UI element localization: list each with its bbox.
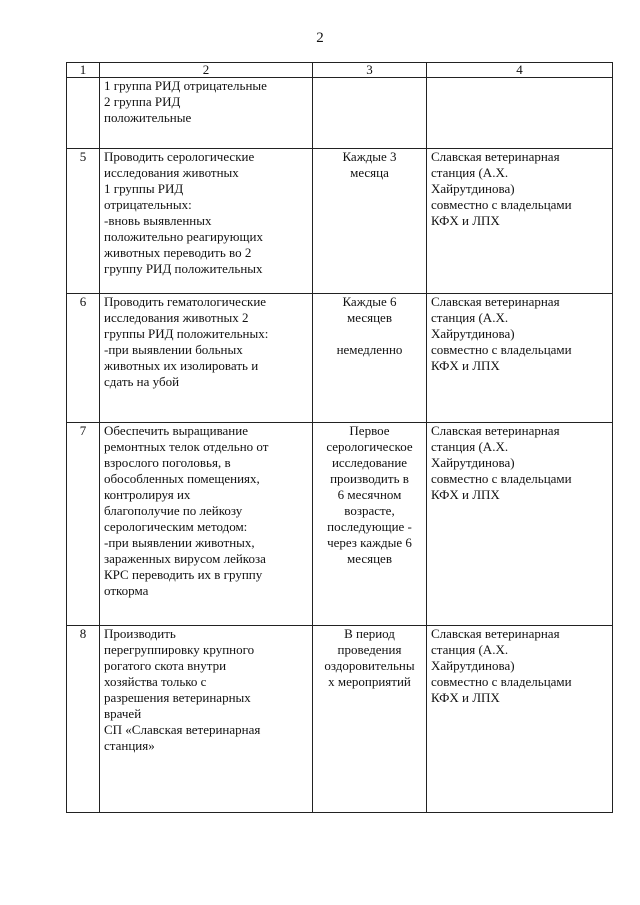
- timing-line: исследование: [331, 455, 408, 470]
- responsible-line: Славская ветеринарная: [431, 626, 560, 641]
- responsible-line: Славская ветеринарная: [431, 423, 560, 438]
- action-line: СП «Славская ветеринарная: [104, 722, 261, 737]
- responsible-cell: [427, 626, 613, 813]
- responsible-line: станция (А.Х.: [431, 439, 509, 454]
- table-row: [67, 294, 613, 423]
- timing-line: 6 месячном: [337, 487, 402, 502]
- row-number: 5: [67, 149, 100, 294]
- action-line: ремонтных телок отдельно от: [104, 439, 269, 454]
- timing-line: оздоровительны: [324, 658, 415, 673]
- timing-cell: [313, 423, 427, 626]
- action-line: животных их изолировать и: [104, 358, 259, 373]
- action-line: рогатого скота внутри: [104, 658, 227, 673]
- action-cell: [100, 294, 313, 423]
- responsible-line: совместно с владельцами: [431, 471, 572, 486]
- header-cell-3: 3: [313, 63, 427, 78]
- page-number: 2: [316, 30, 324, 46]
- action-line: зараженных вирусом лейкоза: [104, 551, 266, 566]
- responsible-line: Хайрутдинова): [431, 181, 515, 196]
- action-line: откорма: [104, 583, 149, 598]
- action-line: -вновь выявленных: [104, 213, 212, 228]
- row-number: 6: [67, 294, 100, 423]
- timing-cell: [313, 149, 427, 294]
- responsible-line: станция (А.Х.: [431, 165, 509, 180]
- action-cell: [100, 78, 313, 149]
- timing-line: Первое: [349, 423, 390, 438]
- action-line: группы РИД положительных:: [104, 326, 269, 341]
- timing-line: серологическое: [326, 439, 413, 454]
- action-line: -при выявлении больных: [104, 342, 243, 357]
- responsible-line: совместно с владельцами: [431, 674, 572, 689]
- table-row: [67, 626, 613, 813]
- action-line: КРС переводить их в группу: [104, 567, 263, 582]
- responsible-line: совместно с владельцами: [431, 197, 572, 212]
- measures-table: [66, 62, 613, 813]
- timing-line: производить в: [330, 471, 409, 486]
- action-line: контролируя их: [104, 487, 191, 502]
- timing-line: немедленно: [336, 342, 403, 357]
- action-line: врачей: [104, 706, 142, 721]
- timing-cell: [313, 626, 427, 813]
- action-line: исследования животных: [104, 165, 239, 180]
- header-cell-2: 2: [100, 63, 313, 78]
- timing-line: месяцев: [347, 310, 392, 325]
- timing-cell: [313, 78, 427, 149]
- action-line: Производить: [104, 626, 176, 641]
- responsible-cell: [427, 149, 613, 294]
- timing-line: [317, 326, 422, 342]
- action-line: взрослого поголовья, в: [104, 455, 231, 470]
- action-line: положительно реагирующих: [104, 229, 263, 244]
- responsible-cell: [427, 423, 613, 626]
- responsible-line: КФХ и ЛПХ: [431, 487, 500, 502]
- timing-line: возрасте,: [344, 503, 395, 518]
- timing-line: проведения: [337, 642, 402, 657]
- row-number: 8: [67, 626, 100, 813]
- action-line: 2 группа РИД: [104, 94, 181, 109]
- header-cell-1: 1: [67, 63, 100, 78]
- action-line: разрешения ветеринарных: [104, 690, 251, 705]
- action-line: исследования животных 2: [104, 310, 249, 325]
- table-header-row: [67, 63, 613, 78]
- responsible-cell: [427, 78, 613, 149]
- responsible-line: Хайрутдинова): [431, 326, 515, 341]
- action-line: положительные: [104, 110, 192, 125]
- timing-line: через каждые 6: [327, 535, 412, 550]
- timing-line: В период: [344, 626, 395, 641]
- responsible-line: совместно с владельцами: [431, 342, 572, 357]
- responsible-cell: [427, 294, 613, 423]
- action-line: отрицательных:: [104, 197, 192, 212]
- responsible-line: Славская ветеринарная: [431, 294, 560, 309]
- action-line: хозяйства только с: [104, 674, 207, 689]
- responsible-line: станция (А.Х.: [431, 642, 509, 657]
- table-row: [67, 78, 613, 149]
- action-line: Проводить гематологические: [104, 294, 267, 309]
- action-line: серологическим методом:: [104, 519, 248, 534]
- responsible-line: Славская ветеринарная: [431, 149, 560, 164]
- action-cell: [100, 149, 313, 294]
- timing-line: последующие -: [327, 519, 412, 534]
- action-line: обособленных помещениях,: [104, 471, 260, 486]
- action-line: животных переводить во 2: [104, 245, 252, 260]
- action-line: перегруппировку крупного: [104, 642, 255, 657]
- timing-line: х мероприятий: [328, 674, 411, 689]
- responsible-line: Хайрутдинова): [431, 658, 515, 673]
- timing-line: Каждые 6: [342, 294, 397, 309]
- timing-line: Каждые 3: [342, 149, 397, 164]
- header-cell-4: 4: [427, 63, 613, 78]
- action-line: благополучие по лейкозу: [104, 503, 243, 518]
- action-line: 1 группа РИД отрицательные: [104, 78, 267, 93]
- table-row: [67, 423, 613, 626]
- action-cell: [100, 423, 313, 626]
- row-number: [67, 78, 100, 149]
- timing-line: месяца: [350, 165, 389, 180]
- action-cell: [100, 626, 313, 813]
- action-line: 1 группы РИД: [104, 181, 184, 196]
- responsible-line: КФХ и ЛПХ: [431, 358, 500, 373]
- action-line: сдать на убой: [104, 374, 180, 389]
- responsible-line: Хайрутдинова): [431, 455, 515, 470]
- table-row: [67, 149, 613, 294]
- action-line: Обеспечить выращивание: [104, 423, 248, 438]
- responsible-line: КФХ и ЛПХ: [431, 690, 500, 705]
- timing-cell: [313, 294, 427, 423]
- responsible-line: станция (А.Х.: [431, 310, 509, 325]
- row-number: 7: [67, 423, 100, 626]
- timing-line: месяцев: [347, 551, 392, 566]
- action-line: группу РИД положительных: [104, 261, 263, 276]
- action-line: станция»: [104, 738, 155, 753]
- action-line: Проводить серологические: [104, 149, 255, 164]
- responsible-line: КФХ и ЛПХ: [431, 213, 500, 228]
- action-line: -при выявлении животных,: [104, 535, 255, 550]
